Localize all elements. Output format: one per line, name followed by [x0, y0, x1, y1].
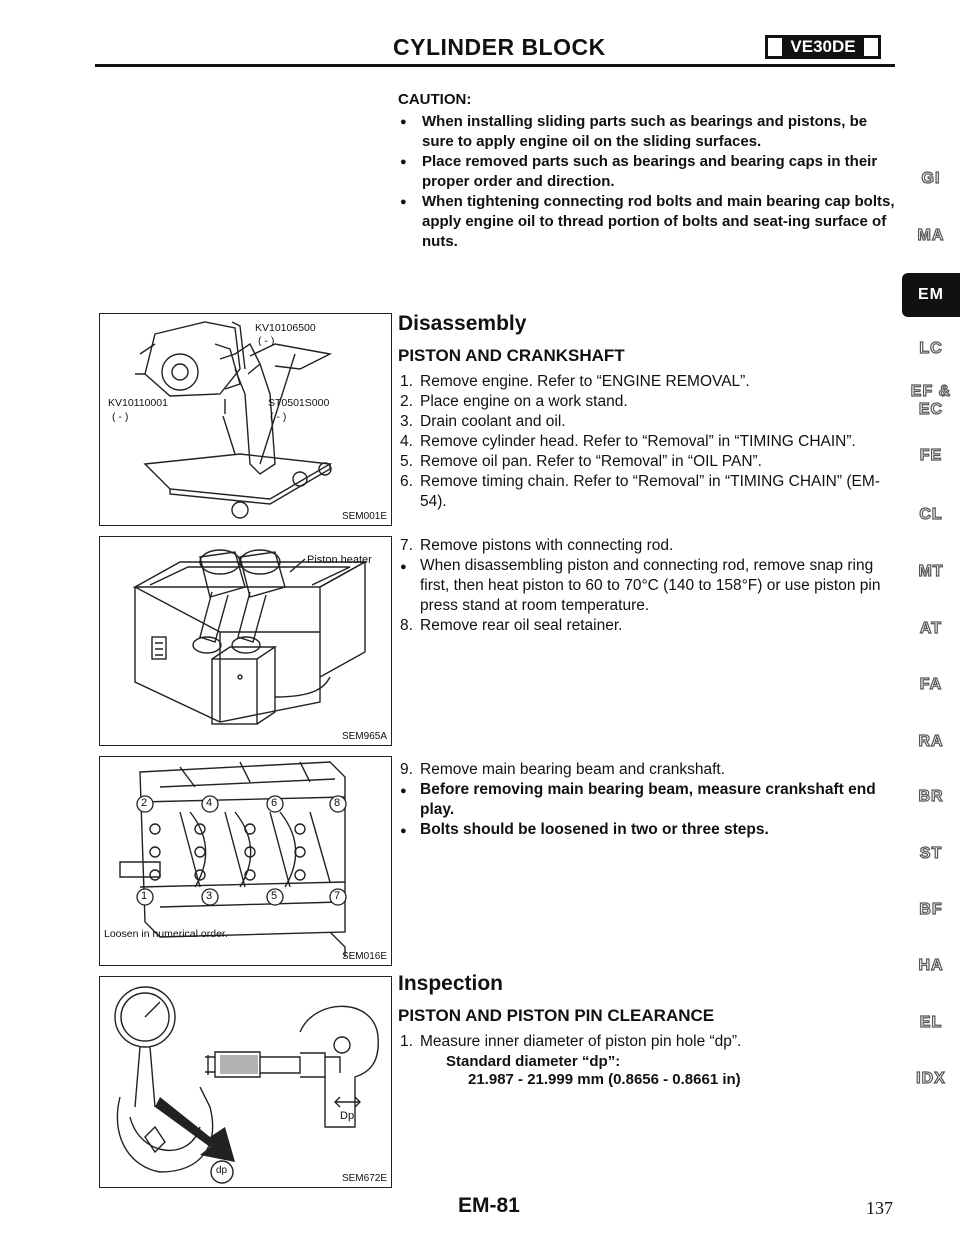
step-number: 8.	[400, 617, 413, 634]
step-number: 1.	[400, 373, 413, 390]
step-text: When disassembling piston and connecting rod, remove snap ring first, then heat piston to 60 to 70°C (140 to 158°F) or use piston pin press stand at room temperature.	[420, 557, 881, 614]
side-tab-em[interactable]: EM	[902, 273, 960, 317]
side-tab-at[interactable]: AT	[919, 620, 943, 637]
step-item	[398, 452, 898, 472]
disassembly-subtitle: PISTON AND CRANKSHAFT	[398, 346, 625, 365]
step-number: 1.	[400, 1033, 413, 1050]
figure-piston-pin-measure	[99, 976, 392, 1188]
step-item	[398, 472, 898, 512]
step-number: 4.	[400, 433, 413, 450]
side-tab-ra[interactable]: RA	[918, 733, 944, 750]
steps-group-c	[398, 760, 898, 840]
step-bullet: ●	[400, 825, 407, 837]
step-item	[398, 412, 898, 432]
figure-label: dp	[216, 1165, 228, 1176]
inspection-title: Inspection	[398, 972, 504, 995]
figure-piston-heater	[99, 536, 392, 746]
steps-group-a	[398, 372, 898, 512]
tool-label: ( - )	[112, 411, 129, 423]
engine-stand-illustration	[100, 314, 391, 525]
step-text: Remove oil pan. Refer to “Removal” in “OIL PAN”.	[420, 453, 762, 470]
step-text: Drain coolant and oil.	[420, 413, 566, 430]
step-number: 6.	[400, 473, 413, 490]
step-item	[398, 1032, 898, 1052]
step-text: Remove cylinder head. Refer to “Removal” in “TIMING CHAIN”.	[420, 433, 856, 450]
figure-bearing-beam	[99, 756, 392, 966]
side-tab-fe[interactable]: FE	[919, 447, 943, 464]
bolt-order-number: 4	[206, 797, 213, 809]
side-tab-lc[interactable]: LC	[919, 340, 943, 357]
step-item	[398, 780, 898, 820]
tool-label: ( - )	[258, 335, 275, 347]
side-tab-bf[interactable]: BF	[919, 901, 943, 918]
caution-heading: CAUTION:	[398, 91, 472, 108]
bolt-order-number: 3	[206, 890, 213, 902]
piston-heater-illustration	[100, 537, 391, 745]
page-number: 137	[866, 1198, 893, 1218]
figure-label: Dp	[340, 1110, 355, 1122]
bolt-order-number: 2	[141, 797, 148, 809]
section-page-code: EM-81	[458, 1194, 520, 1217]
step-item	[398, 556, 898, 616]
disassembly-section	[398, 312, 898, 512]
step-number: 9.	[400, 761, 413, 778]
step-item	[398, 616, 898, 636]
bolt-order-number: 7	[334, 890, 341, 902]
step-item	[398, 372, 898, 392]
step-item	[398, 432, 898, 452]
step-text: Remove main bearing beam and crankshaft.	[420, 761, 725, 778]
figure-code: SEM672E	[341, 1173, 387, 1184]
tool-label: ( - )	[270, 411, 287, 423]
step-bullet: ●	[400, 785, 407, 797]
step-number: 5.	[400, 453, 413, 470]
step-item	[398, 760, 898, 780]
engine-badge	[765, 35, 881, 59]
side-tab-cl[interactable]: CL	[919, 506, 943, 523]
figure-code: SEM001E	[341, 511, 387, 522]
side-tab-ha[interactable]: HA	[918, 957, 944, 974]
caution-item: ● When tightening connecting rod bolts and main bearing cap bolts, apply engine oil to thread portion of bolts and seat-ing surface of nuts.	[398, 192, 898, 252]
figure-code: SEM016E	[341, 951, 387, 962]
caution-block	[398, 90, 898, 252]
side-tab-st[interactable]: ST	[919, 845, 943, 862]
micrometer-illustration	[100, 977, 391, 1187]
tool-label: KV10110001	[108, 397, 168, 409]
step-item	[398, 820, 898, 840]
step-bullet: ●	[400, 561, 407, 573]
side-tab-br[interactable]: BR	[918, 788, 944, 805]
step-number: 2.	[400, 393, 413, 410]
step-text: Remove rear oil seal retainer.	[420, 617, 623, 634]
header-rule	[95, 64, 895, 67]
spec-value: 21.987 - 21.999 mm (0.8656 - 0.8661 in)	[468, 1071, 741, 1088]
caution-item: ● When installing sliding parts such as bearings and pistons, be sure to apply engine oil on the sliding surfaces.	[398, 112, 898, 152]
disassembly-title: Disassembly	[398, 312, 527, 335]
step-text: Place engine on a work stand.	[420, 393, 628, 410]
caution-item: ● Place removed parts such as bearings and bearing caps in their proper order and direction.	[398, 152, 898, 192]
figure-code: SEM965A	[341, 731, 387, 742]
steps-group-b	[398, 536, 898, 636]
side-tab-gi[interactable]: GI	[921, 170, 941, 187]
side-tab-ma[interactable]: MA	[917, 227, 945, 244]
spec-label: Standard diameter “dp”:	[446, 1053, 621, 1070]
step-text: Remove engine. Refer to “ENGINE REMOVAL”.	[420, 373, 750, 390]
side-tab-mt[interactable]: MT	[918, 563, 944, 580]
side-tab-fa[interactable]: FA	[919, 676, 943, 693]
bolt-order-number: 1	[141, 890, 148, 902]
tool-label: KV10106500	[255, 322, 316, 334]
inspection-steps	[398, 1032, 898, 1052]
step-text: Remove timing chain. Refer to “Removal” in “TIMING CHAIN” (EM-54).	[420, 473, 880, 510]
step-text: Remove pistons with connecting rod.	[420, 537, 674, 554]
step-item	[398, 392, 898, 412]
inspection-section	[398, 972, 898, 1088]
page-title: CYLINDER BLOCK	[393, 34, 606, 60]
figure-label: Piston heater	[307, 554, 372, 566]
step-text: Measure inner diameter of piston pin hole “dp”.	[420, 1033, 742, 1050]
step-text: Bolts should be loosened in two or three steps.	[420, 821, 769, 838]
step-item	[398, 536, 898, 556]
tool-label: ST0501S000	[268, 397, 330, 409]
bolt-order-number: 6	[271, 797, 278, 809]
figure-label: Loosen in numerical order.	[104, 928, 228, 940]
engine-code: VE30DE	[782, 37, 863, 57]
side-tab-idx[interactable]: IDX	[916, 1070, 946, 1087]
side-tab-ef-ec[interactable]: EF & EC	[910, 383, 952, 418]
figure-engine-stand	[99, 313, 392, 526]
bolt-order-number: 8	[334, 797, 341, 809]
inspection-subtitle: PISTON AND PISTON PIN CLEARANCE	[398, 1006, 715, 1025]
step-number: 3.	[400, 413, 413, 430]
step-text: Before removing main bearing beam, measure crankshaft end play.	[420, 781, 876, 818]
side-tab-el[interactable]: EL	[919, 1014, 943, 1031]
bolt-order-number: 5	[271, 890, 278, 902]
step-number: 7.	[400, 537, 413, 554]
